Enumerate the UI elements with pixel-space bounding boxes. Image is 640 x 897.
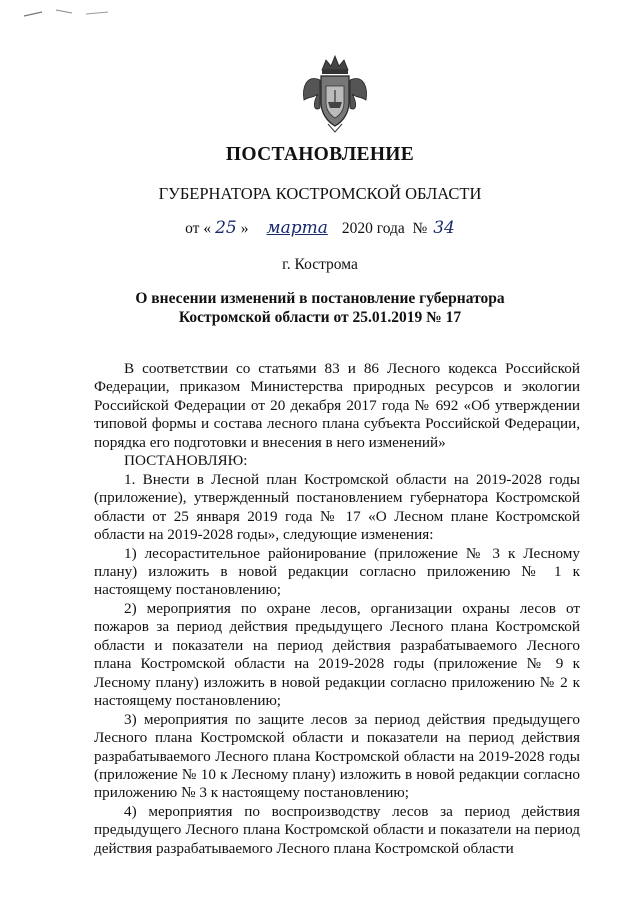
date-month-handwritten: марта — [266, 218, 328, 238]
document-title: ПОСТАНОВЛЕНИЕ — [225, 144, 415, 165]
document-number-handwritten: 34 — [433, 218, 455, 238]
heading-line-2: Костромской области от 25.01.2019 № 17 — [178, 308, 462, 326]
date-day-handwritten: 25 — [215, 218, 237, 238]
document-body — [94, 360, 580, 858]
number-label: № — [412, 220, 428, 237]
paragraph-subitem-4: 4) мероприятия по воспроизводству лесов за период действия предыдущего Лесного плана Костромской области и показатели на период действия разрабатываемого Лесного плана Костромской области — [94, 802, 580, 857]
scan-mark — [22, 6, 112, 20]
heading-line-1: О внесении изменений в постановление губернатора — [135, 290, 505, 307]
paragraph-subitem-1: 1) лесорастительное районирование (приложение № 3 к Лесному плану) изложить в новой редакции согласно приложению № 1 к настоящему постановлению; — [94, 544, 580, 599]
date-day-close: » — [240, 220, 249, 237]
date-year: 2020 года — [341, 220, 405, 237]
paragraph-subitem-2: 2) мероприятия по охране лесов, организации охраны лесов от пожаров за период действия предыдущего Лесного плана Костромской области и показатели на период действия разрабатываемого Лесного плана Костромской области на 2019-2028 годы (приложение № 9 к Лесному плану) изложить в новой редакции согласно приложению № 2 к настоящему постановлению; — [94, 599, 580, 710]
paragraph-item-1: 1. Внести в Лесной план Костромской области на 2019-2028 годы (приложение), утвержденный постановлением губернатора Костромской области от 25 января 2019 года № 17 «О Лесном плане Костромской области на 2019-2028 годы», следующие изменения: — [94, 470, 580, 544]
paragraph-subitem-3: 3) мероприятия по защите лесов за период действия предыдущего Лесного плана Костромской области и показатели на период действия разрабатываемого Лесного плана Костромской области на 2019-2028 годы (приложение № 10 к Лесному плану) изложить в новой редакции согласно приложению № 3 к настоящему постановлению; — [94, 710, 580, 802]
city: г. Кострома — [282, 256, 358, 273]
paragraph-decree: ПОСТАНОВЛЯЮ: — [124, 452, 248, 470]
paragraph-preamble: В соответствии со статьями 83 и 86 Лесного кодекса Российской Федерации, приказом Министерства природных ресурсов и экологии Российской Федерации от 20 декабря 2017 года № 692 «Об утверждении типовой формы и состава лесного плана субъекта Российской Федерации, порядка его подготовки и внесения в него изменений» — [94, 360, 580, 451]
document-subtitle: ГУБЕРНАТОРА КОСТРОМСКОЙ ОБЛАСТИ — [158, 184, 482, 203]
date-prefix: от « — [185, 220, 212, 237]
document-heading — [100, 290, 540, 327]
date-line — [0, 218, 640, 238]
coat-of-arms-icon — [300, 52, 370, 134]
